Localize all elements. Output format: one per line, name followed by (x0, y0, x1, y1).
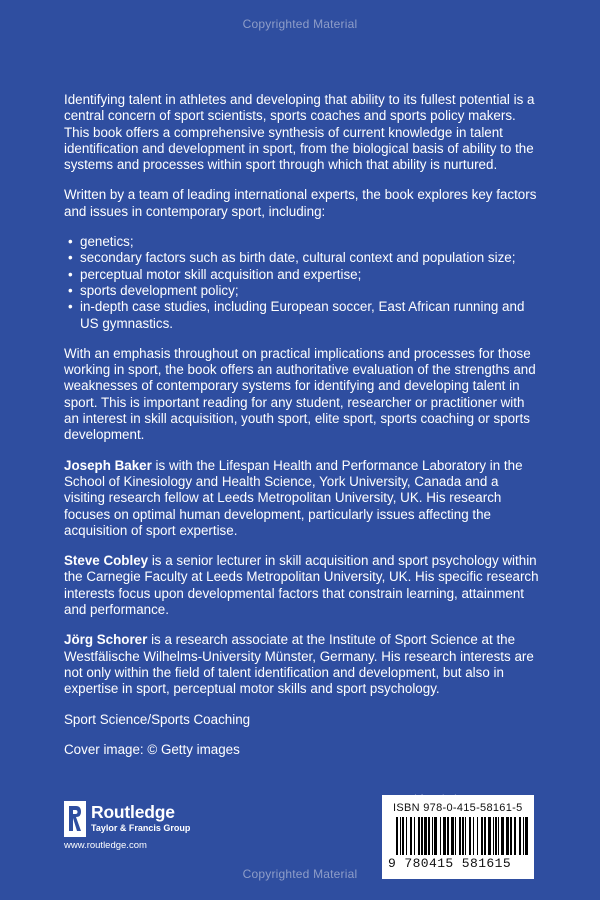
author-name: Steve Cobley (64, 553, 149, 569)
barcode-bar (455, 817, 456, 855)
barcode-bar (525, 817, 528, 855)
list-item: • secondary factors such as birth date, cultural context and population size; (64, 250, 542, 266)
author-name: Jörg Schorer (64, 632, 148, 648)
author-bio-text: is a research associate at the Institute of Sport Science at the Westfälische Wilhelms-University Münster, Germany. His research interests are not only within the field of talent identification and development, but also in expertise in sport, perceptual motor skills and sport psychology. (64, 632, 534, 697)
barcode-bar (495, 817, 497, 855)
barcode-bar (402, 817, 404, 855)
barcode-bar (506, 817, 509, 855)
barcode-bar (421, 817, 423, 855)
barcode-bar (473, 817, 474, 855)
barcode-bar (477, 817, 478, 855)
barcode-bar (418, 817, 420, 855)
barcode-bar (501, 817, 504, 855)
lead-paragraph: Written by a team of leading international experts, the book explores key factors and issues in contemporary sport, including: (64, 187, 537, 219)
barcode-bar (443, 817, 446, 855)
barcode-bar (481, 817, 483, 855)
author-bio-text: is with the Lifespan Health and Performance Laboratory in the School of Kinesiology and Health Science, York University, Canada and a visiting research fellow at Leeds Metropolitan University, UK. His research focuses on optimal human development, particularly issues affecting the acquisition of sport expertise. (64, 457, 523, 538)
subject-category: Sport Science/Sports Coaching (64, 711, 251, 727)
barcode-bar (396, 817, 398, 855)
publisher-name: Routledge (91, 802, 175, 822)
author-bio-text: is a senior lecturer in skill acquisition and sport psychology within the Carnegie Faculty at Leeds Metropolitan University, UK. His specific research interests focus upon developmental factors that constrain learning, attainment and performance. (64, 553, 539, 618)
barcode-bar (519, 817, 521, 855)
barcode-bar (428, 817, 430, 855)
barcode-bar (432, 817, 433, 855)
barcode-bar (424, 817, 427, 855)
barcode-bar (484, 817, 486, 855)
barcode-bar (414, 817, 415, 855)
author-bio (64, 553, 542, 618)
copyright-watermark-bottom: Copyrighted Material (242, 867, 358, 881)
barcode-bar (459, 817, 461, 855)
barcode-bar (440, 817, 441, 855)
list-item: • perceptual motor skill acquisition and expertise; (64, 267, 542, 283)
barcode-bar (498, 817, 499, 855)
barcode-bar (523, 817, 524, 855)
intro-paragraph: Identifying talent in athletes and developing that ability to its fullest potential is a central concern of sport scientists, sports coaches and sports policy makers. This book offers a comprehensive synthesis of current knowledge in talent identification and development in sport, from the biological basis of ability to the systems and processes within sport through which that ability is nurtured. (64, 92, 535, 173)
barcode-bars (388, 817, 530, 857)
list-item: • sports development policy; (64, 283, 542, 299)
author-name: Joseph Baker (64, 457, 152, 473)
publisher-group: Taylor & Francis Group (91, 823, 191, 833)
copyright-watermark-top: Copyrighted Material (242, 17, 358, 31)
barcode-bar (469, 817, 471, 855)
publisher-logo (64, 801, 224, 841)
barcode-digits: 9 780415 581615 (388, 856, 512, 871)
barcode-bar (488, 817, 491, 855)
author-bio (64, 458, 542, 539)
emphasis-paragraph: With an emphasis throughout on practical implications and processes for those working in sport, the book offers an authoritative evaluation of the strengths and weaknesses of contemporary systems for identifying and developing talent in sport. This is important reading for any student, researcher or practitioner with an interest in skill acquisition, youth sport, elite sport, sports coaching or sports development. (64, 345, 536, 443)
list-item: • genetics; (64, 234, 542, 250)
barcode-bar (400, 817, 401, 855)
barcode-bar (510, 817, 512, 855)
publisher-website: www.routledge.com (64, 840, 147, 851)
barcode-bar (514, 817, 516, 855)
cover-credit: Cover image: © Getty images (64, 741, 240, 757)
barcode-bar (462, 817, 464, 855)
author-bio (64, 632, 542, 697)
topics-list (64, 234, 542, 332)
barcode-bar (493, 817, 494, 855)
barcode-bar (434, 817, 437, 855)
isbn-number: ISBN 978-0-415-58161-5 (393, 802, 523, 814)
list-item: • in-depth case studies, including European soccer, East African running and US gymnastics. (64, 299, 542, 332)
back-cover-text (64, 92, 542, 772)
barcode-bar (447, 817, 449, 855)
barcode-bar (410, 817, 412, 855)
barcode-bar (465, 817, 466, 855)
barcode-bar (451, 817, 454, 855)
routledge-r-icon (64, 801, 86, 837)
barcode-bar (406, 817, 407, 855)
